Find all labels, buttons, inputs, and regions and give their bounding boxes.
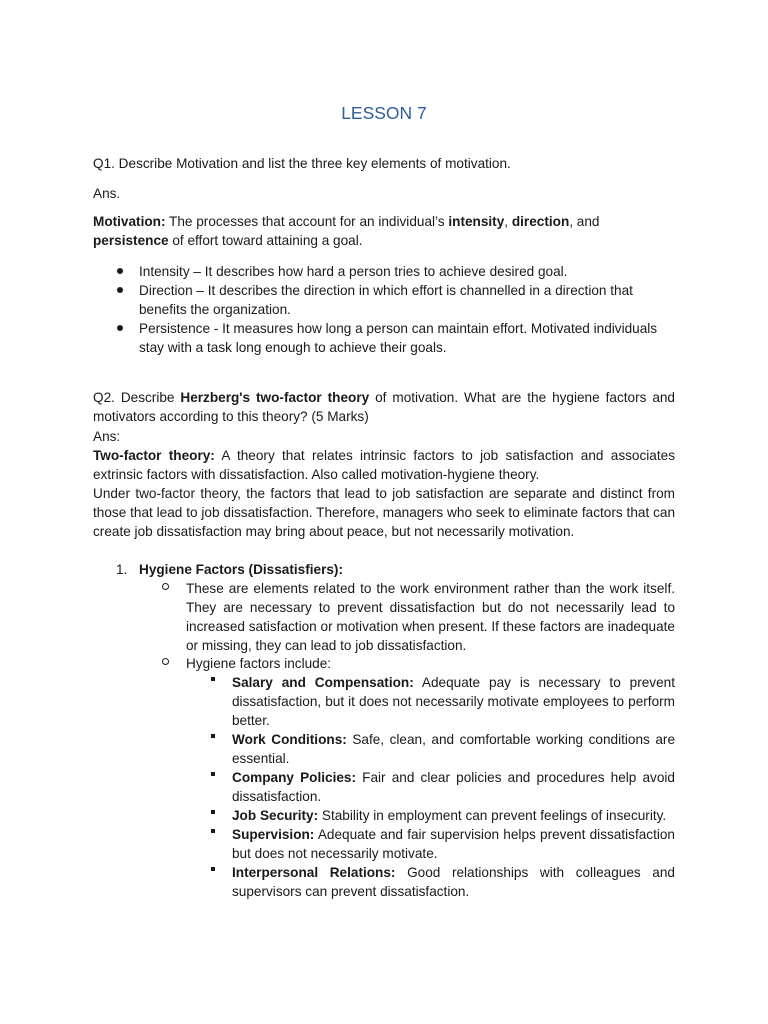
- def-text: The processes that account for an individual’s: [165, 214, 449, 229]
- circle-bullet-icon: [162, 658, 169, 665]
- item-text: Fair and clear policies and procedures help avoid dissatisfaction.: [232, 770, 675, 804]
- list-item-text: Intensity – It describes how hard a person tries to achieve desired goal.: [139, 264, 568, 279]
- item-text: Adequate pay is necessary to prevent dissatisfaction, but it does not necessarily motivate employees to perform better.: [232, 675, 676, 728]
- item-text: Safe, clean, and comfortable working conditions are essential.: [232, 732, 675, 766]
- square-bullet-icon: [211, 829, 215, 833]
- def-and: , and: [569, 214, 600, 229]
- two-factor-explanation: Under two-factor theory, the factors that lead to job satisfaction are separate and distinct from those that lead to job dissatisfaction. Therefore, managers who seek to eliminate factors that can create job dissatisfaction may bring about peace, but not necessarily motivation.: [93, 486, 675, 539]
- bullet-icon: [117, 325, 123, 331]
- bullet-icon: [117, 268, 123, 274]
- q1-question: Q1. Describe Motivation and list the three key elements of motivation.: [93, 156, 511, 171]
- item-text: Good relationships with colleagues and supervisors can prevent dissatisfaction.: [232, 865, 675, 899]
- two-factor-term: Two-factor theory:: [93, 448, 215, 463]
- hygiene-description: These are elements related to the work environment rather than the work itself. They are necessary to prevent dissatisfaction but do not necessarily lead to increased satisfaction or motivation when present. If these factors are inadequate or missing, they can lead to job dissatisfaction.: [186, 581, 675, 653]
- item-text: Stability in employment can prevent feelings of insecurity.: [318, 808, 667, 823]
- def-text-end: of effort toward attaining a goal.: [168, 233, 363, 248]
- hygiene-item-work-conditions: [232, 730, 675, 768]
- hygiene-item-interpersonal-relations: [232, 863, 675, 901]
- def-comma: ,: [504, 214, 512, 229]
- list-item: [93, 262, 675, 281]
- hygiene-item-supervision: [232, 825, 675, 863]
- hygiene-include-label: Hygiene factors include:: [186, 656, 332, 671]
- bullet-icon: [117, 287, 123, 293]
- q2-question: [93, 388, 675, 426]
- list-number: 1.: [116, 562, 128, 577]
- hygiene-heading: Hygiene Factors (Dissatisfiers):: [139, 562, 343, 577]
- kw-persistence: persistence: [93, 233, 169, 248]
- kw-direction: direction: [511, 214, 570, 229]
- item-term: Supervision:: [232, 827, 315, 842]
- square-bullet-icon: [211, 810, 215, 814]
- item-term: Work Conditions:: [232, 732, 347, 747]
- two-factor-text: A theory that relates intrinsic factors to job satisfaction and associates extrinsic factors with dissatisfaction. Also called motivation-hygiene theory.: [93, 448, 675, 482]
- kw-intensity: intensity: [448, 214, 505, 229]
- square-bullet-icon: [211, 734, 215, 738]
- list-item: [93, 319, 675, 357]
- circle-bullet-icon: [162, 583, 169, 590]
- q2-text: Q2. Describe: [93, 390, 181, 405]
- q2-ans-label: Ans:: [93, 429, 121, 444]
- item-text: Adequate and fair supervision helps prevent dissatisfaction but does not necessarily motivate.: [232, 827, 675, 861]
- two-factor-definition: [93, 446, 675, 484]
- list-item: [93, 281, 675, 319]
- item-term: Salary and Compensation:: [232, 675, 414, 690]
- list-item-text: Persistence - It measures how long a person can maintain effort. Motivated individuals stay with a task long enough to achieve their goals.: [139, 321, 658, 355]
- q2-text-end: of motivation. What are the hygiene factors and motivators according to this theory? (5 Marks): [93, 390, 675, 424]
- motivation-definition: [93, 212, 675, 250]
- hygiene-item-job-security: [232, 806, 675, 825]
- item-term: Job Security:: [232, 808, 319, 823]
- lesson-title: LESSON 7: [341, 103, 427, 123]
- q2-bold-term: Herzberg's two-factor theory: [180, 390, 370, 405]
- list-item-text: Direction – It describes the direction in which effort is channelled in a direction that benefits the organization.: [139, 283, 633, 317]
- square-bullet-icon: [211, 772, 215, 776]
- motivation-elements-list: [93, 262, 675, 357]
- item-term: Company Policies:: [232, 770, 356, 785]
- hygiene-item-company-policies: [232, 768, 675, 806]
- q1-ans-label: Ans.: [93, 186, 121, 201]
- motivation-term: Motivation:: [93, 214, 166, 229]
- hygiene-item-salary: [232, 673, 675, 730]
- square-bullet-icon: [211, 867, 215, 871]
- item-term: Interpersonal Relations:: [232, 865, 396, 880]
- square-bullet-icon: [211, 677, 215, 681]
